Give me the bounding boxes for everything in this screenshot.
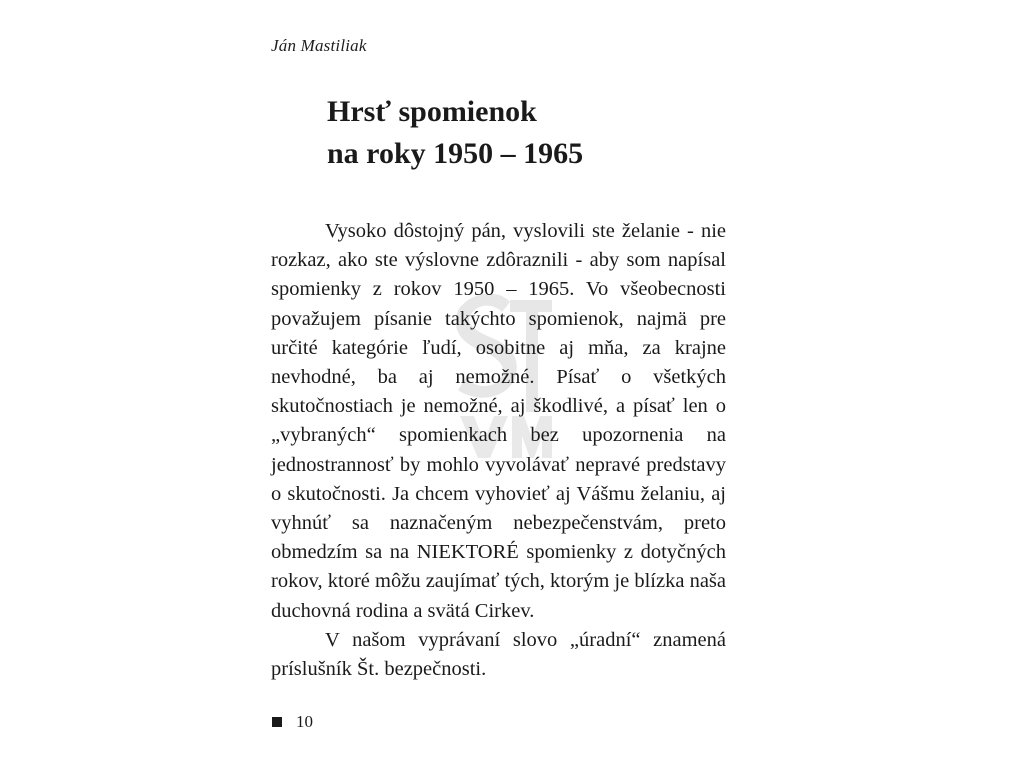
chapter-title: [327, 91, 583, 175]
chapter-title-line-2: na roky 1950 – 1965: [327, 137, 584, 170]
body-text: [271, 217, 726, 684]
paragraph: V našom vyprávaní slovo „úradní“ znamená príslušník Št. bezpečnosti.: [271, 628, 726, 681]
square-bullet-icon: [272, 717, 282, 727]
paragraph: Vysoko dôstojný pán, vyslovili ste želanie - nie rozkaz, ako ste výslovne zdôraznili - aby som napísal spomienky z rokov 1950 – 1965. Vo všeobecnosti považujem písanie takýchto spomienok, najmä pre určité kategórie ľudí, osobitne aj mňa, za krajne nevhodné, ba aj nemožné. Písať o všetkých skutočnostiach je nemožné, aj škodlivé, a písať len o „vybraných“ spomienkach bez upozornenia na jednostrannosť by mohlo vyvolávať nepravé predstavy o skutočnosti. Ja chcem vyhovieť aj Vášmu želaniu, aj vyhnúť sa naznačeným nebezpečenstvám, preto obmedzím sa na NIEKTORÉ spomienky z dotyčných rokov, ktoré môžu zaujímať tých, ktorým je blízka naša duchovná rodina a svätá Cirkev.: [271, 220, 726, 622]
chapter-title-line-1: Hrsť spomienok: [327, 95, 537, 128]
page-number: 10: [296, 712, 313, 731]
page-footer: [272, 712, 313, 732]
author-name: Ján Mastiliak: [271, 36, 367, 55]
